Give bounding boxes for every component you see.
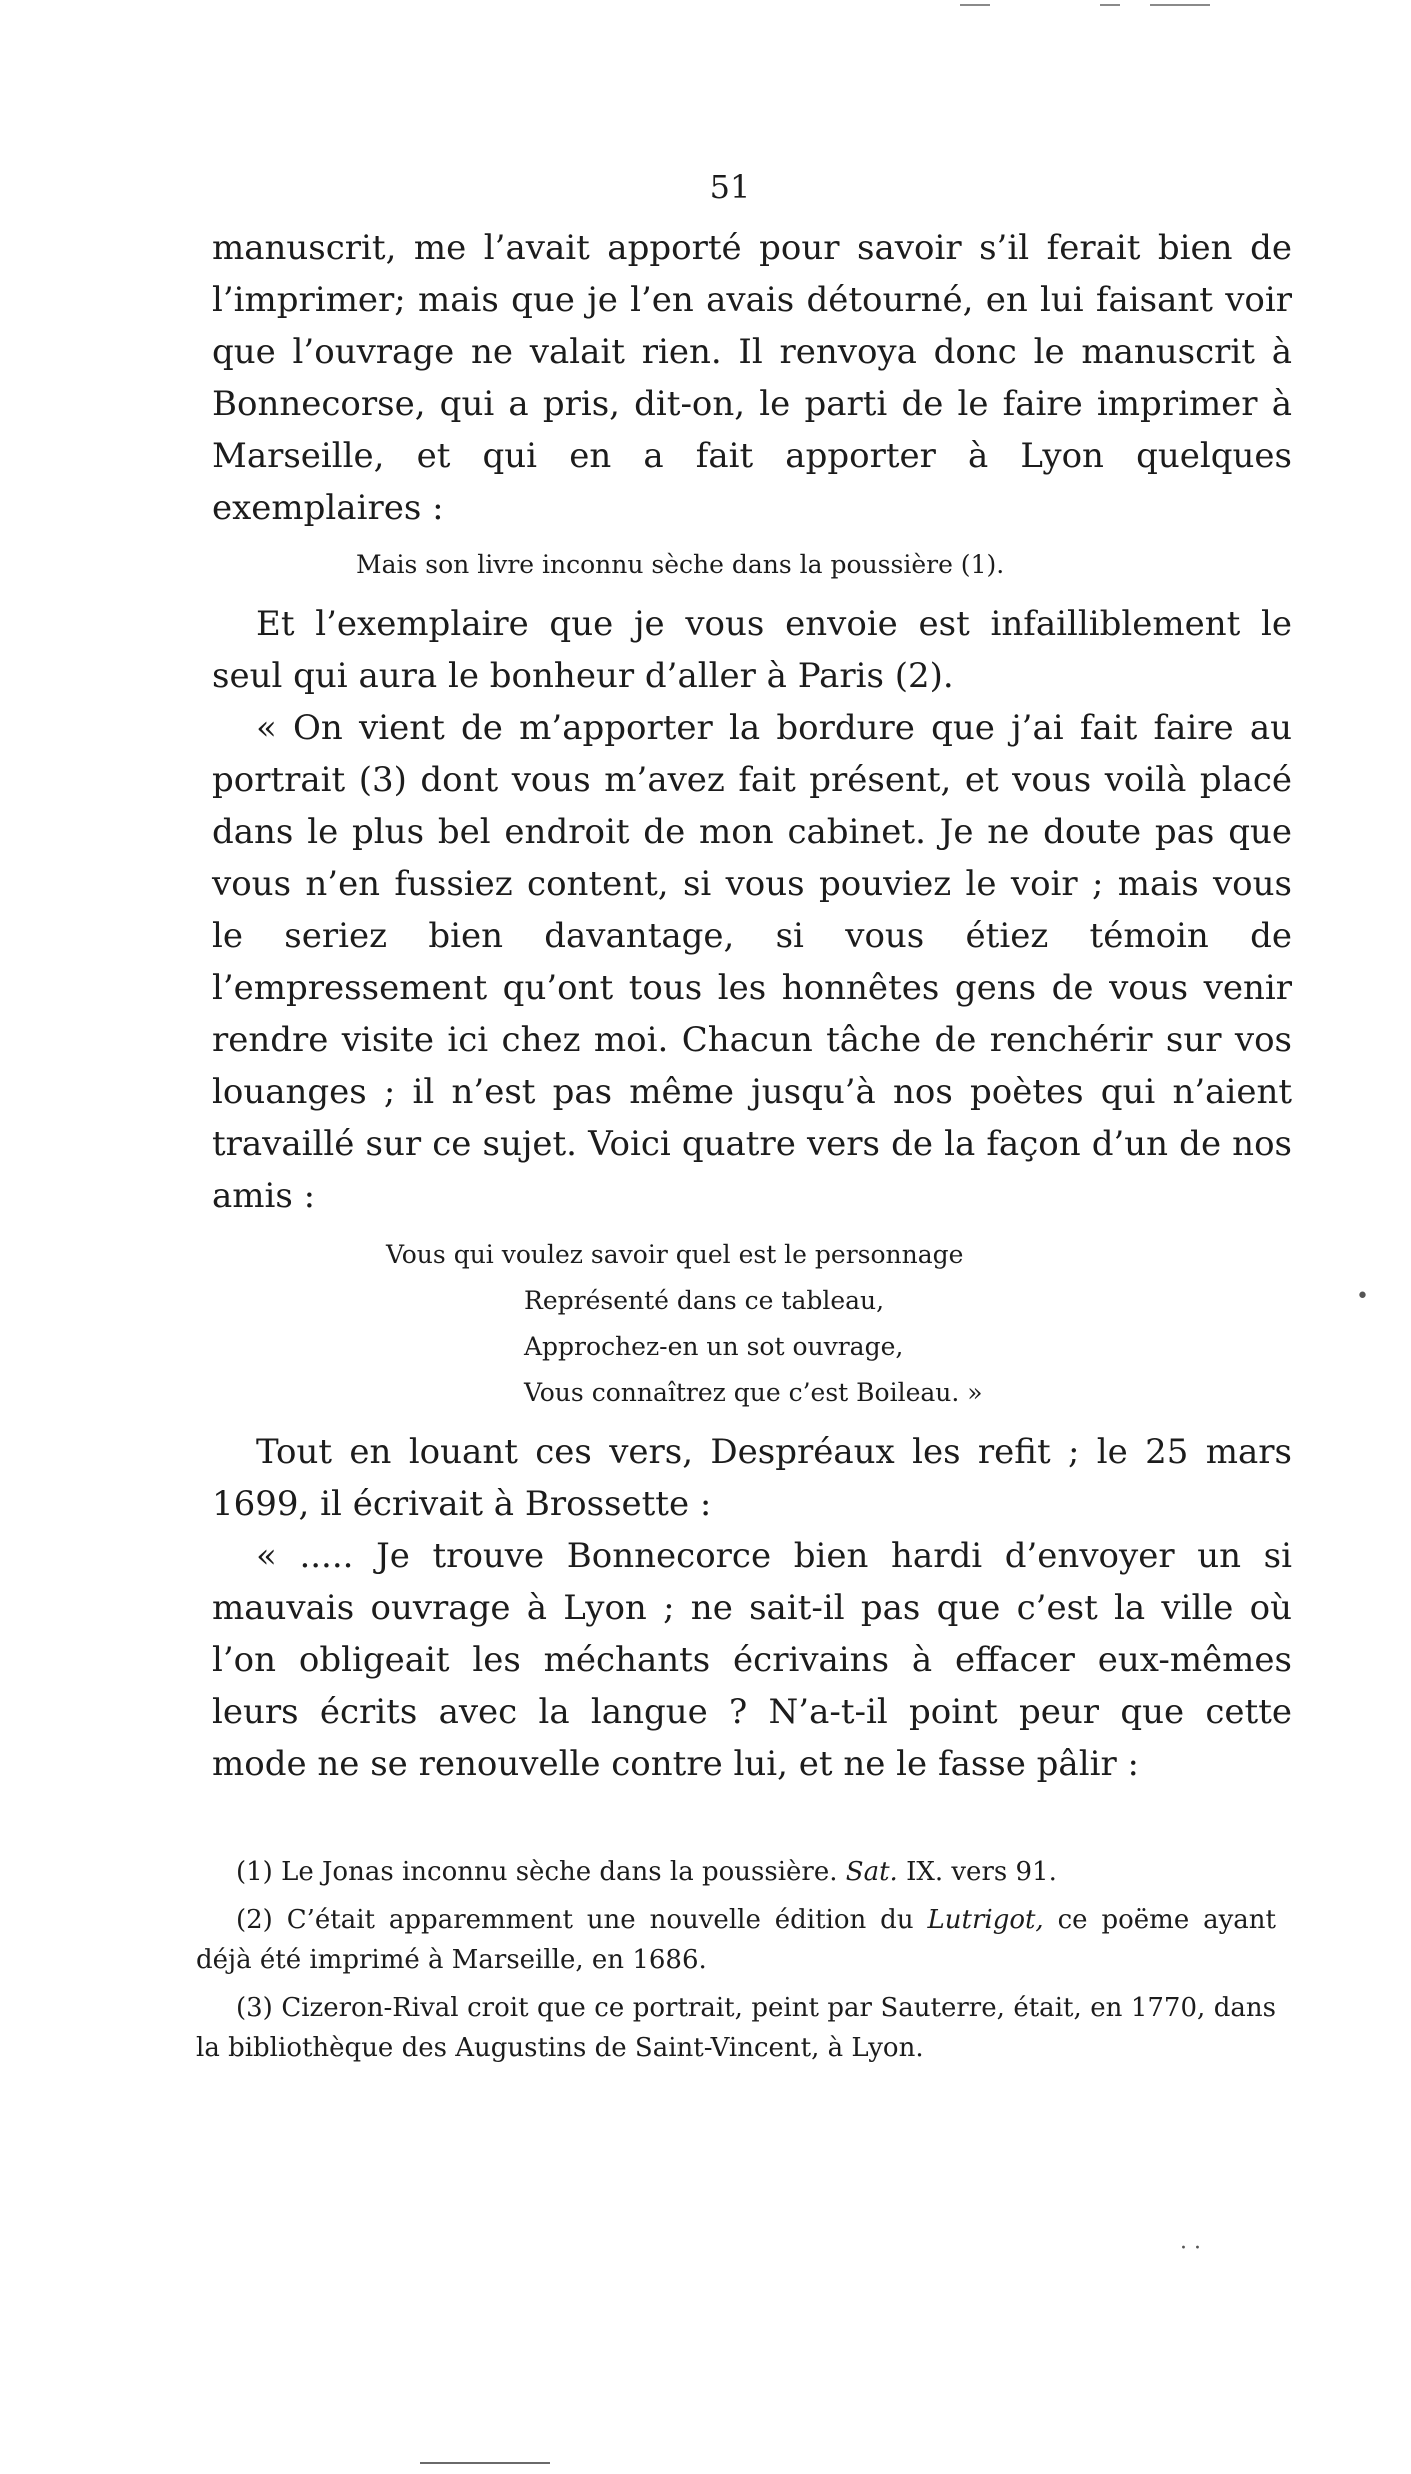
stray-mark: • xyxy=(1356,1284,1369,1309)
footnote-text: ce poëme ayant déjà été imprimé à Marseille, en 1686. xyxy=(196,1905,1277,1975)
page-number: 51 xyxy=(709,168,751,206)
bottom-edge-rule xyxy=(420,2462,550,2464)
footnote-citation: Sat. xyxy=(845,1857,898,1887)
verse-quatrain xyxy=(212,1232,1292,1416)
main-text xyxy=(212,222,1292,1790)
footnote-2 xyxy=(196,1900,1276,1980)
stray-mark: · · xyxy=(1180,2236,1201,2261)
top-edge-rule xyxy=(1100,4,1120,6)
footnote-title: Lutrigot, xyxy=(927,1905,1044,1935)
footnote-1 xyxy=(196,1852,1276,1892)
paragraph: « On vient de m’apporter la bordure que j’ai fait faire au portrait (3) dont vous m’avez fait présent, et vous voilà placé dans le plus bel endroit de mon cabinet. Je ne doute pas que vous n’en fussiez content, si vous pouviez le voir ; mais vous le seriez bien davantage, si vous étiez témoin de l’empressement qu’ont tous les honnêtes gens de vous venir rendre visite ici chez moi. Chacun tâche de renchérir sur vos louanges ; il n’est pas même jusqu’à nos poètes qui n’aient travaillé sur ce sujet. Voici quatre vers de la façon d’un de nos amis : xyxy=(212,708,1292,1216)
paragraph: manuscrit, me l’avait apporté pour savoir s’il ferait bien de l’imprimer; mais que je l’en avais détourné, en lui faisant voir que l’ouvrage ne valait rien. Il renvoya donc le manuscrit à Bonnecorse, qui a pris, dit-on, le parti de le faire imprimer à Marseille, et qui en a fait apporter à Lyon quelques exemplaires : xyxy=(212,228,1292,528)
verse-line: Vous qui voulez savoir quel est le personnage xyxy=(386,1240,964,1269)
top-edge-rule xyxy=(1150,4,1210,6)
paragraph: Et l’exemplaire que je vous envoie est infailliblement le seul qui aura le bonheur d’aller à Paris (2). xyxy=(212,604,1292,696)
footnote-text: (2) C’était apparemment une nouvelle édition du xyxy=(236,1905,914,1935)
top-edge-rule xyxy=(960,4,990,6)
footnotes xyxy=(196,1852,1276,2076)
footnote-text: (1) Le Jonas inconnu sèche dans la poussière. xyxy=(236,1857,838,1887)
verse-line: Représenté dans ce tableau, xyxy=(524,1286,885,1315)
footnote-reference: IX. vers 91. xyxy=(906,1857,1057,1887)
verse-line: Approchez-en un sot ouvrage, xyxy=(524,1332,904,1361)
quoted-verse-line: Mais son livre inconnu sèche dans la poussière (1). xyxy=(356,550,1005,579)
paragraph: « ..... Je trouve Bonnecorce bien hardi d’envoyer un si mauvais ouvrage à Lyon ; ne sait-il pas que c’est la ville où l’on obligeait les méchants écrivains à effacer eux-mêmes leurs écrits avec la langue ? N’a-t-il point peur que cette mode ne se renouvelle contre lui, et ne le fasse pâlir : xyxy=(212,1536,1292,1784)
paragraph: Tout en louant ces vers, Despréaux les refit ; le 25 mars 1699, il écrivait à Brossette : xyxy=(212,1432,1292,1524)
verse-line: Vous connaîtrez que c’est Boileau. » xyxy=(524,1378,983,1407)
footnote-3: (3) Cizeron-Rival croit que ce portrait, peint par Sauterre, était, en 1770, dans la bibliothèque des Augustins de Saint-Vincent, à Lyon. xyxy=(196,1993,1276,2063)
